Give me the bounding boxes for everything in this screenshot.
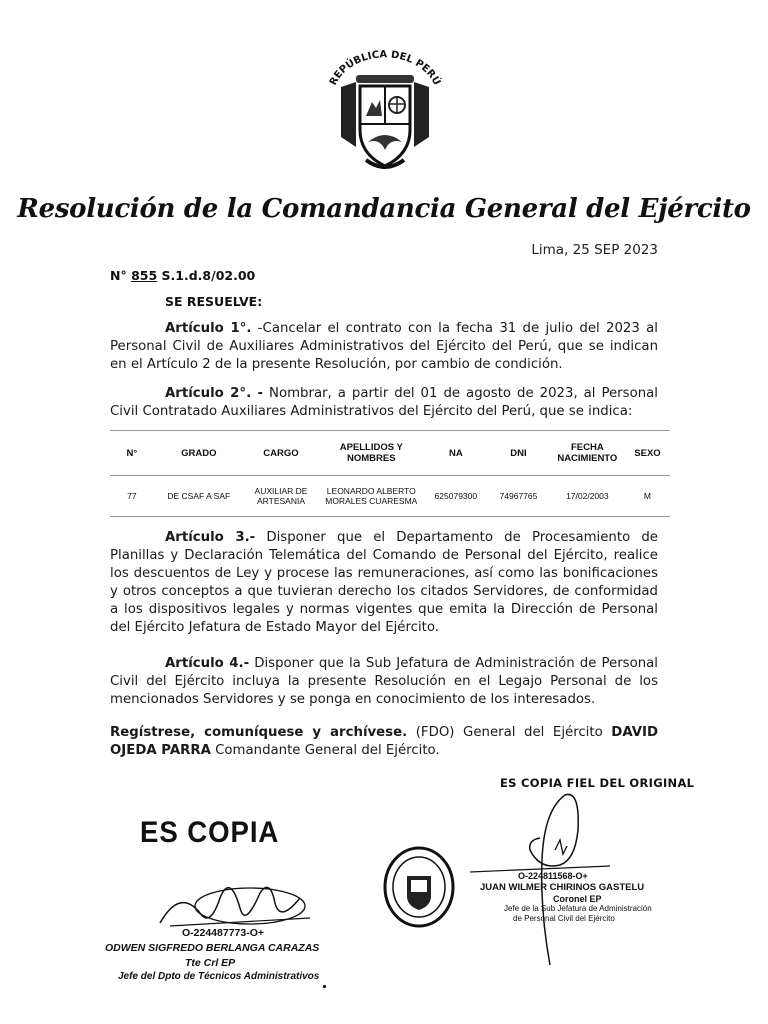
article-4: [110, 655, 658, 709]
table-cell: 625079300: [424, 476, 487, 517]
closing-statement: [110, 724, 658, 760]
article-2-label: Artículo 2°. -: [165, 386, 264, 401]
article-2: [110, 385, 658, 421]
right-signature-post-line2: de Personal Civil del Ejército: [513, 914, 615, 923]
closing-mid: (FDO) General del Ejército: [407, 725, 612, 740]
left-signature-code: O-224487773-O+: [182, 927, 265, 939]
article-1-label: Artículo 1°.: [165, 321, 252, 336]
right-signature-post-line1: Jefe de la Sub Jefatura de Administración: [504, 904, 652, 913]
article-3: [110, 529, 658, 637]
personnel-table: [110, 430, 670, 517]
table-cell: M: [625, 476, 670, 517]
col-header: FECHA NACIMIENTO: [550, 431, 625, 476]
col-header: N°: [110, 431, 154, 476]
article-3-label: Artículo 3.-: [165, 530, 256, 545]
document-date: Lima, 25 SEP 2023: [531, 242, 658, 258]
resolution-suffix: S.1.d.8/02.00: [161, 268, 256, 283]
resolution-prefix: N°: [110, 268, 127, 283]
left-signature-post: Jefe del Dpto de Técnicos Administrativos: [118, 971, 320, 982]
document-title: Resolución de la Comandancia General del Ejército: [17, 194, 751, 224]
article-1-text: -Cancelar el contrato con la fecha 31 de julio del 2023 al Personal Civil de Auxiliares Administrativos del Ejército del Perú, que se indican en el Artículo 2 de la presente Resolución, por cambio de condición.: [110, 321, 658, 372]
svg-text:REPÚBLICA DEL PERÚ: REPÚBLICA DEL PERÚ: [327, 49, 443, 88]
closing-bold-1: Regístrese, comuníquese y archívese.: [110, 725, 408, 740]
article-4-label: Artículo 4.-: [165, 656, 250, 671]
right-signature-rank: Coronel EP: [553, 894, 602, 904]
right-signature-name: JUAN WILMER CHIRINOS GASTELU: [480, 882, 645, 893]
left-signature-rank: Tte Crl EP: [185, 957, 236, 969]
table-row: [110, 476, 670, 517]
article-2-text: Nombrar, a partir del 01 de agosto de 2023, al Personal Civil Contratado Auxiliares Administrativos del Ejército del Perú, que se indica:: [110, 386, 658, 419]
col-header: SEXO: [625, 431, 670, 476]
national-coat-of-arms-icon: [326, 42, 444, 177]
table-cell: AUXILIAR DE ARTESANIA: [244, 476, 318, 517]
copia-fiel-stamp: ES COPIA FIEL DEL ORIGINAL: [500, 776, 695, 790]
col-header: APELLIDOS Y NOMBRES: [318, 431, 424, 476]
right-signature-code: O-224811568-O+: [518, 871, 588, 881]
table-cell: LEONARDO ALBERTO MORALES CUARESMA: [318, 476, 424, 517]
closing-signatory: DAVID OJEDA PARRA: [110, 725, 658, 758]
official-seal-icon: [383, 846, 455, 928]
col-header: CARGO: [244, 431, 318, 476]
resolution-number-value: 855: [131, 268, 158, 283]
table-cell: DE CSAF A SAF: [154, 476, 244, 517]
article-3-text: Disponer que el Departamento de Procesamiento de Planillas y Declaración Telemática del Comando de Personal del Ejército, realice los descuentos de Ley y procese las remuneraciones, así como las bonificaciones y otros conceptos a que tuvieran derecho los citados Servidores, de conformidad a los dispositivos legales y normas vigentes que emita la Dirección de Personal del Ejército Jefatura de Estado Mayor del Ejército.: [110, 530, 658, 635]
table-cell: 77: [110, 476, 154, 517]
se-resuelve-heading: SE RESUELVE:: [165, 294, 263, 309]
stray-mark: [323, 985, 326, 988]
article-4-text: Disponer que la Sub Jefatura de Administración de Personal Civil del Ejército incluya la presente Resolución en el Legajo Personal de los mencionados Servidores y se ponga en conocimiento de los interesados.: [110, 656, 658, 707]
resolution-number: [110, 268, 255, 283]
table-header-row: [110, 431, 670, 476]
article-1: [110, 320, 658, 374]
col-header: DNI: [487, 431, 549, 476]
es-copia-stamp: ES COPIA: [140, 816, 280, 849]
table-cell: 17/02/2003: [550, 476, 625, 517]
col-header: NA: [424, 431, 487, 476]
left-signature-name: ODWEN SIGFREDO BERLANGA CARAZAS: [105, 942, 320, 954]
closing-end: Comandante General del Ejército.: [210, 743, 440, 758]
col-header: GRADO: [154, 431, 244, 476]
table-cell: 74967765: [487, 476, 549, 517]
